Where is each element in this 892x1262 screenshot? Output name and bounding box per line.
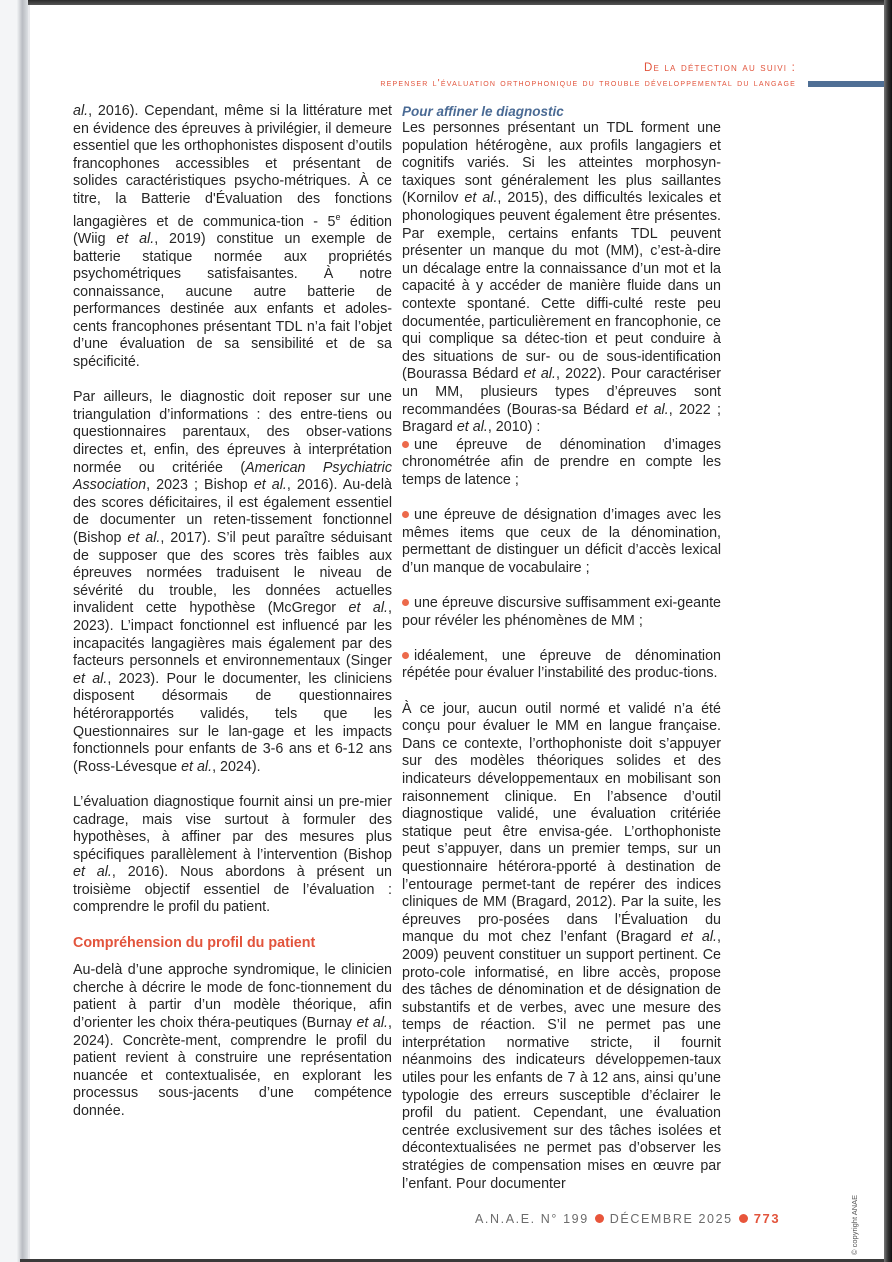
running-head-line2: repenser l'évaluation orthophonique du trouble développemental du langage xyxy=(380,77,796,89)
page-footer xyxy=(475,1211,780,1226)
paragraph: Les personnes présentant un TDL forment une population hétérogène, aux profils langagiers et cognitifs variés. Si les atteintes morphosyn-taxiques sont généralement les plus saillantes (Kornilov et al., 2015), des difficultés lexicales et phonologiques peuvent également être présentes. Par exemple, certains enfants TDL peuvent présenter un manque du mot (MM), c’est-à-dire un décalage entre la connaissance d’un mot et la capacité à y accéder de manière fluide dans un contexte spontané. Cette diffi-culté reste peu documentée, particulièrement en francophonie, ce qui complique sa détec-tion et peut conduire à des situations de sur- ou de sous-identification (Bourassa Bédard et al., 2022). Pour caractériser un MM, plusieurs types d’épreuves sont recommandées (Bouras-sa Bédard et al., 2022 ; Bragard et al., 2010) : xyxy=(402,120,722,436)
running-head-line1: De la détection au suivi : xyxy=(643,62,796,74)
running-head xyxy=(380,61,796,91)
bullet-icon xyxy=(402,599,409,606)
journal-issue: A.N.A.E. N° 199 xyxy=(475,1212,589,1226)
bullet-list xyxy=(402,437,721,683)
dot-separator-icon xyxy=(595,1214,604,1223)
issue-date: DÉCEMBRE 2025 xyxy=(609,1212,733,1226)
section-heading: Compréhension du profil du patient xyxy=(73,934,316,951)
list-item: idéalement, une épreuve de dénomination répétée pour évaluer l’instabilité des produc-tions. xyxy=(402,647,721,682)
scan-left-edge xyxy=(0,0,28,1262)
paragraph: L’évaluation diagnostique fournit ainsi un pre-mier cadrage, mais vise surtout à formuler des hypothèses, à affiner par des mesures plus spécifiques parallèlement à l’intervention (Bishop et al., 2016). Nous abordons à présent un troisième objectif essentiel de l’évaluation : comprendre le profil du patient. xyxy=(73,793,392,916)
paragraph: À ce jour, aucun outil normé et validé n’a été conçu pour évaluer le MM en langue française. Dans ce contexte, l’orthophoniste doit s’appuyer sur des modèles théoriques solides et des indicateurs développementaux en mobilisant son raisonnement clinique. En l’absence d’outil diagnostique validé, une évaluation critériée statique peut être envisa-gée. L’orthophoniste peut s’appuyer, dans un premier temps, sur un questionnaire hétérora-pporté à destination de l’entourage permet-tant de repérer des indices cliniques de MM (Bragard, 2012). Par la suite, les épreuves pro-posées dans l’Évaluation du manque du mot chez l’enfant (Bragard et al., 2009) peuvent constituer un support pertinent. Ce proto-cole informatisé, en libre accès, propose des tâches de dénomination et de désignation de substantifs et de verbes, avec une mesure des temps de réaction. S’il ne permet pas une interprétation normative stricte, il fournit néanmoins des indicateurs développemen-taux utiles pour les enfants de 7 à 12 ans, ainsi qu’une typologie des erreurs susceptible d’éclairer le profil du patient. Cependant, une évaluation centrée exclusivement sur des tâches isolées et décontextualisées ne permet pas d’observer les stratégies de compensation mises en œuvre par l’enfant. Pour documenter xyxy=(402,700,721,1192)
bullet-icon xyxy=(402,441,409,448)
paragraph: Par ailleurs, le diagnostic doit reposer sur une triangulation d’informations : des entre-tiens ou questionnaires parentaux, des obser-vations directes et, enfin, des épreuves à interprétation normée ou critériée (American Psychiatric Association, 2023 ; Bishop et al., 2016). Au-delà des scores déficitaires, il est également essentiel de documenter un reten-tissement fonctionnel (Bishop et al., 2017). S’il peut paraître séduisant de supposer que des scores très faibles aux épreuves normées traduisent le niveau de sévérité du trouble, les données actuelles invalident cette hypothèse (McGregor et al., 2023). L’impact fonctionnel est influencé par les incapacités langagières mais également par des facteurs personnels et environnementaux (Singer et al., 2023). Pour le documenter, les cliniciens disposent désormais de questionnaires hétérorapportés validés, tels que les Questionnaires sur le lan-gage et les impacts fonctionnels pour enfants de 3-6 ans et 6-12 ans (Ross-Lévesque et al., 2024). xyxy=(73,389,393,775)
journal-page xyxy=(30,5,884,1259)
list-item: une épreuve discursive suffisamment exi-geante pour révéler les phénomènes de MM ; xyxy=(402,595,721,629)
bullet-icon xyxy=(402,652,409,659)
bullet-icon xyxy=(402,511,409,518)
left-column xyxy=(73,103,392,1138)
paragraph: Au-delà d’une approche syndromique, le clinicien cherche à décrire le mode de fonc-tionnement du patient à partir d’un modèle théorique, afin d’orienter les choix théra-peutiques (Burnay et al., 2024). Concrète-ment, comprendre le profil du patient revient à construire une représentation nuancée et contextualisée, en explorant les processus sous-jacents d’une compétence donnée. xyxy=(73,962,392,1120)
right-column xyxy=(402,103,721,1211)
copyright-notice: © copyright ANAE xyxy=(850,1194,859,1255)
list-item: une épreuve de dénomination d’images chronométrée afin de prendre en compte les temps de latence ; xyxy=(402,436,721,488)
list-item: une épreuve de désignation d’images avec les mêmes items que ceux de la dénomination, permettant de distinguer un déficit d’accès lexical d’un manque de vocabulaire ; xyxy=(402,507,721,576)
subheading: Pour affiner le diagnostic xyxy=(402,104,564,119)
scan-right-edge xyxy=(884,0,892,1262)
page-number: 773 xyxy=(753,1211,781,1226)
header-accent-bar xyxy=(808,81,884,87)
dot-separator-icon xyxy=(739,1214,748,1223)
paragraph: al., 2016). Cependant, même si la littérature met en évidence des épreuves à privilégier, il demeure essentiel que les orthophonistes disposent d’outils francophones accessibles et présentant de solides caractéristiques psycho-métriques. À ce titre, la Batterie d'Évaluation des fonctions langagières et de communica-tion - 5e édition (Wiig et al., 2019) constitue un exemple de batterie statique normée aux propriétés psychométriques satisfaisantes. À notre connaissance, aucune autre batterie de performances destinée aux enfants et adoles-cents francophones présentant TDL n’a fait l’objet d’une évaluation de sa sensibilité et de sa spécificité. xyxy=(73,103,393,371)
